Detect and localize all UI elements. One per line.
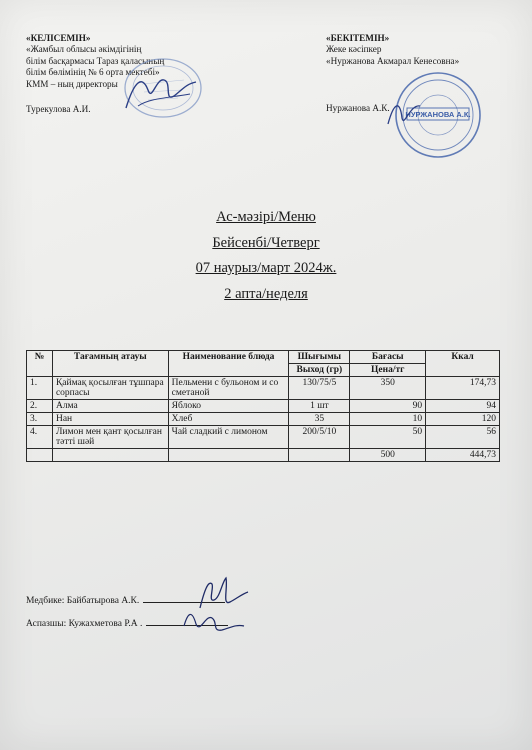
cell-yield: 35 bbox=[289, 413, 350, 426]
header-yield: Шығымы bbox=[289, 351, 350, 364]
approval-right-line: Жеке кәсіпкер bbox=[326, 44, 382, 55]
table-total-row bbox=[27, 449, 500, 462]
cell-name-kz: Қаймақ қосылған тұшпара сорпасы bbox=[52, 377, 168, 400]
approval-left-line: білім бөлімінің № 6 орта мектебі» bbox=[26, 67, 160, 78]
cell-num: 3. bbox=[27, 413, 53, 426]
entrepreneur-signature-icon bbox=[384, 94, 424, 134]
director-signature-icon bbox=[120, 68, 200, 118]
title-menu: Ас-мәзірі/Меню bbox=[216, 209, 316, 225]
approval-left-heading: «КЕЛІСЕМІН» bbox=[26, 33, 91, 43]
table-header-row bbox=[27, 351, 500, 364]
cell-kcal: 174,73 bbox=[426, 377, 500, 400]
cell-price: 50 bbox=[350, 426, 426, 449]
cell-price: 90 bbox=[350, 400, 426, 413]
approval-right-heading: «БЕКІТЕМІН» bbox=[326, 33, 390, 43]
cell-name-ru: Пельмени с бульоном и со сметаной bbox=[168, 377, 289, 400]
cell-kcal: 56 bbox=[426, 426, 500, 449]
table-row bbox=[27, 413, 500, 426]
cook-label: Аспазшы: Кужахметова Р.А . bbox=[26, 619, 143, 629]
approval-left-signer: Турекулова А.И. bbox=[26, 104, 91, 115]
cook-signature-icon bbox=[178, 604, 248, 638]
subheader-price: Цена/тг bbox=[350, 364, 426, 377]
title-week: 2 апта/неделя bbox=[224, 285, 308, 302]
title-date: 07 наурыз/март 2024ж. bbox=[195, 260, 337, 276]
cell-price: 10 bbox=[350, 413, 426, 426]
approval-left-line: «Жамбыл облысы әкімдігінің bbox=[26, 44, 142, 55]
cell-num: 2. bbox=[27, 400, 53, 413]
cell-price: 350 bbox=[350, 377, 426, 400]
table-row bbox=[27, 400, 500, 413]
cell-kcal: 120 bbox=[426, 413, 500, 426]
header-price: Бағасы bbox=[350, 351, 426, 364]
cell-yield: 200/5/10 bbox=[289, 426, 350, 449]
cell-name-kz: Лимон мен қант қосылған тәтті шәй bbox=[52, 426, 168, 449]
total-price: 500 bbox=[350, 449, 426, 462]
approval-left-line: КММ – ның директоры bbox=[26, 78, 118, 89]
table-row bbox=[27, 377, 500, 400]
cell-name-ru: Хлеб bbox=[168, 413, 289, 426]
approval-right-line: «Нуржанова Акмарал Кенесовна» bbox=[326, 55, 460, 66]
header-name-ru: Наименование блюда bbox=[168, 351, 289, 377]
table-row bbox=[27, 426, 500, 449]
cell-name-ru: Яблоко bbox=[168, 400, 289, 413]
menu-table bbox=[26, 350, 500, 462]
total-kcal: 444,73 bbox=[426, 449, 500, 462]
stamp-text: НУРЖАНОВА А.К. bbox=[405, 110, 471, 119]
cell-yield: 130/75/5 bbox=[289, 377, 350, 400]
cell-name-ru: Чай сладкий с лимоном bbox=[168, 426, 289, 449]
nurse-label: Медбике: Байбатырова А.К. bbox=[26, 596, 140, 606]
cell-name-kz: Нан bbox=[52, 413, 168, 426]
cell-yield: 1 шт bbox=[289, 400, 350, 413]
cell-num: 1. bbox=[27, 377, 53, 400]
cell-num: 4. bbox=[27, 426, 53, 449]
title-weekday: Бейсенбі/Четверг bbox=[212, 234, 320, 251]
approval-right-signer: Нуржанова А.К. bbox=[326, 103, 390, 114]
cell-kcal: 94 bbox=[426, 400, 500, 413]
cell-name-kz: Алма bbox=[52, 400, 168, 413]
approval-left-line: білім басқармасы Тараз қаласының bbox=[26, 55, 165, 66]
header-name-kz: Тағамның атауы bbox=[52, 351, 168, 377]
subheader-yield: Выход (гр) bbox=[289, 364, 350, 377]
menu-title-block bbox=[0, 210, 532, 312]
header-kcal: Ккал bbox=[426, 351, 500, 377]
header-num: № bbox=[27, 351, 53, 377]
